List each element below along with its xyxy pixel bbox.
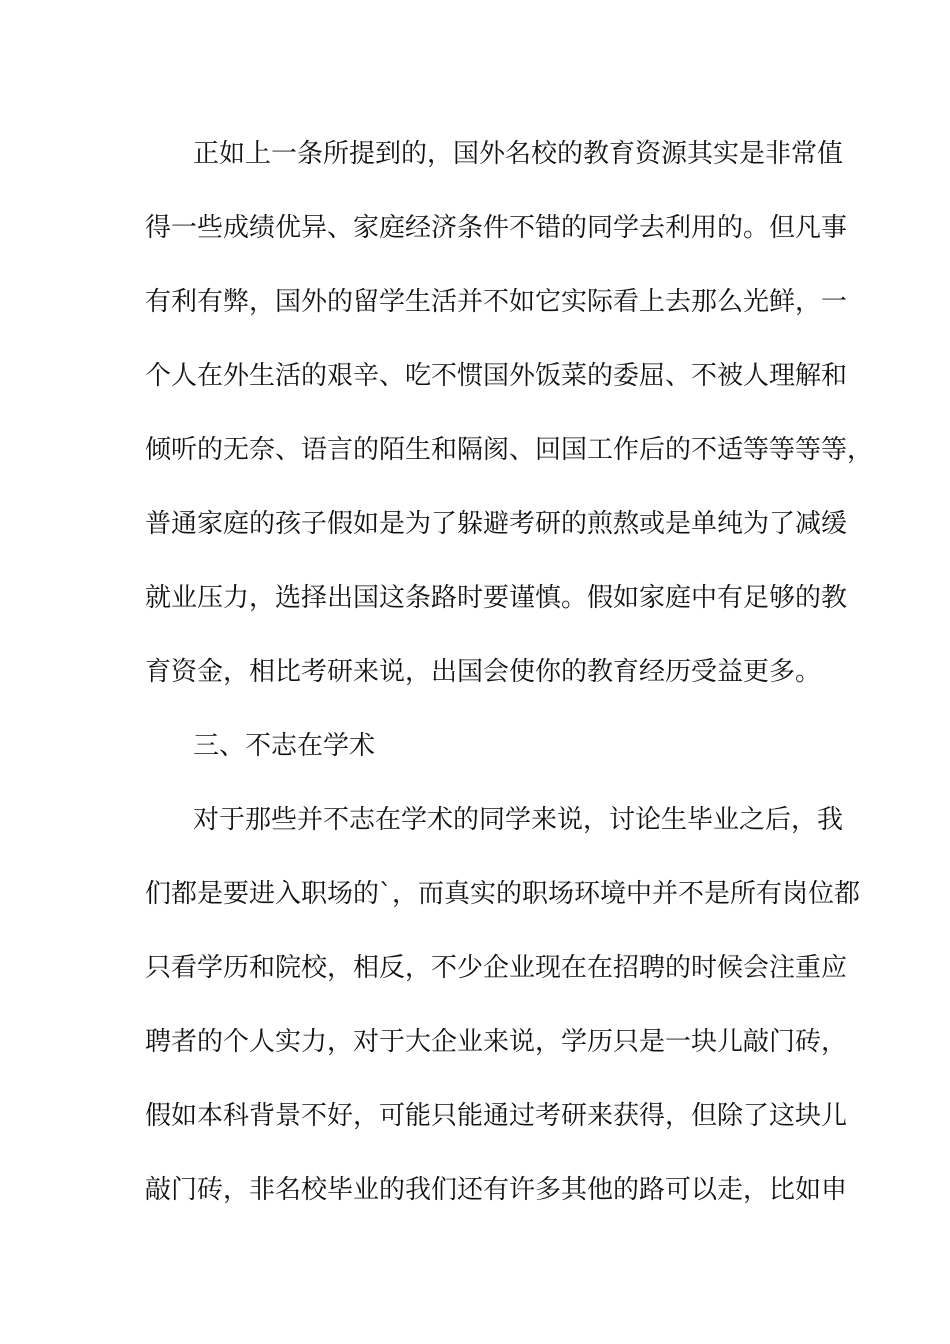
text-line-5: 倾听的无奈、语言的陌生和隔阂、回国工作后的不适等等等等，	[145, 435, 874, 465]
text-line-13: 聘者的个人实力，对于大企业来说，学历只是一块儿敲门砖，	[145, 1027, 848, 1057]
text-line-11: 们都是要进入职场的`，而真实的职场环境中并不是所有岗位都	[145, 879, 861, 909]
text-line-6: 普通家庭的孩子假如是为了躲避考研的煎熬或是单纯为了减缓	[145, 509, 848, 539]
text-line-8: 育资金，相比考研来说，出国会使你的教育经历受益更多。	[145, 657, 822, 687]
text-line-4: 个人在外生活的艰辛、吃不惯国外饭菜的委屈、不被人理解和	[145, 361, 848, 391]
text-line-12: 只看学历和院校，相反，不少企业现在在招聘的时候会注重应	[145, 953, 848, 983]
body-text	[145, 130, 874, 1240]
text-line-1: 正如上一条所提到的，国外名校的教育资源其实是非常值	[193, 139, 844, 169]
text-line-15: 敲门砖，非名校毕业的我们还有许多其他的路可以走，比如申	[145, 1175, 848, 1205]
section-heading: 三、不志在学术	[193, 731, 376, 761]
text-line-14: 假如本科背景不好，可能只能通过考研来获得，但除了这块儿	[145, 1101, 848, 1131]
text-line-7: 就业压力，选择出国这条路时要谨慎。假如家庭中有足够的教	[145, 583, 848, 613]
text-line-2: 得一些成绩优异、家庭经济条件不错的同学去利用的。但凡事	[145, 213, 848, 243]
text-line-3: 有利有弊，国外的留学生活并不如它实际看上去那么光鲜，一	[145, 287, 848, 317]
text-line-10: 对于那些并不志在学术的同学来说，讨论生毕业之后，我	[193, 805, 844, 835]
